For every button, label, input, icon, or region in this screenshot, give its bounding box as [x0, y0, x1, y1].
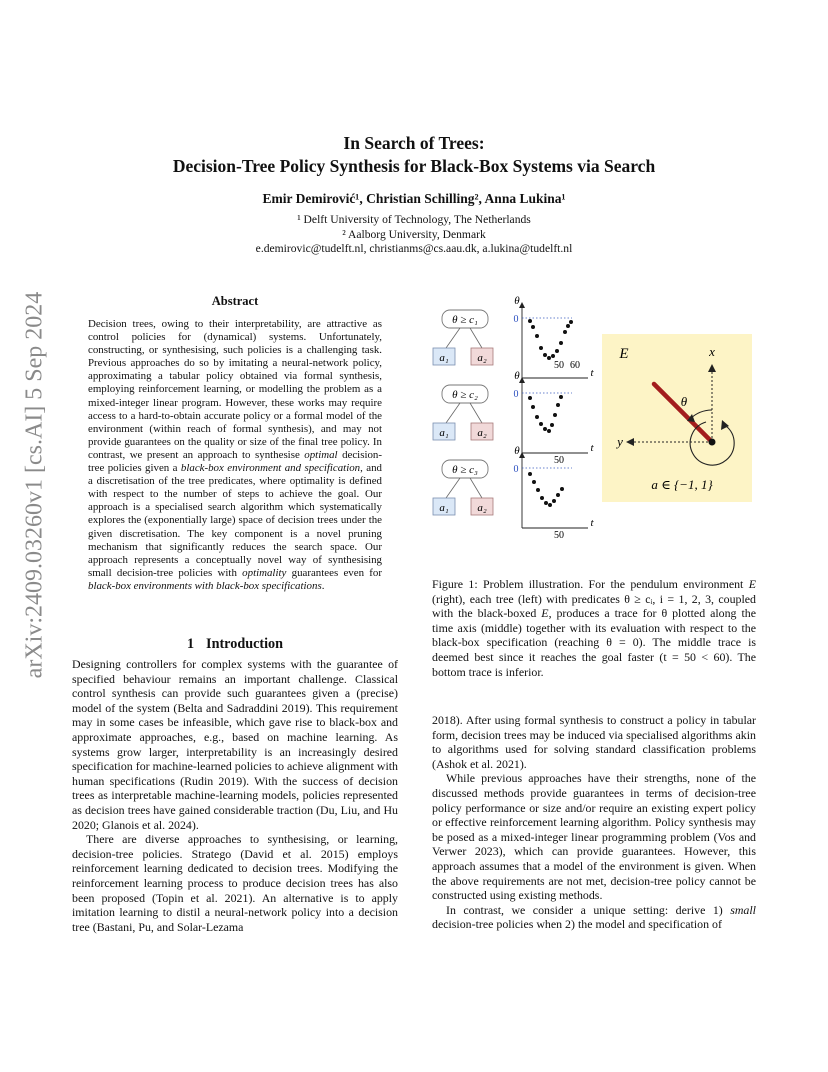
trace-point	[551, 354, 555, 358]
trace-point	[532, 480, 536, 484]
trace-point	[528, 319, 532, 323]
trace-y-label: θ	[514, 370, 520, 382]
decision-tree-2	[433, 385, 493, 440]
decision-tree-1	[433, 310, 493, 365]
intro-paragraph-3: 2018). After using formal synthesis to construct a policy in tabular form, decision trees may be induced via specialised algorithms akin to algorithms used for solving standard classification problems (Ashok et al. 2021).	[432, 713, 756, 771]
tree-predicate: θ ≥ c₃	[452, 464, 478, 476]
tree-leaf-right-label: a₂	[477, 352, 487, 364]
trace-zero-label: 0	[513, 314, 519, 325]
trace-x-label: t	[590, 442, 594, 454]
pendulum-pivot	[709, 439, 716, 446]
affiliation-1: ¹ Delft University of Technology, The Netherlands	[297, 213, 531, 226]
trace-point	[535, 415, 539, 419]
trace-y-arrow	[519, 302, 525, 308]
action-label: a ∈ {−1, 1}	[651, 477, 713, 492]
trace-point	[559, 395, 563, 399]
tree-leaf-right-label: a₂	[477, 427, 487, 439]
tree-edge-right	[470, 403, 482, 423]
trace-point	[531, 405, 535, 409]
paper-title	[0, 132, 828, 178]
trace-point	[536, 488, 540, 492]
trace-y-label: θ	[514, 295, 520, 307]
env-y-label: y	[617, 434, 623, 449]
intro-paragraph-5: In contrast, we consider a unique setting: derive 1) small decision-tree policies when 2) the model and specification of	[432, 902, 756, 932]
trace-point	[540, 496, 544, 500]
author-list: Emir Demirović¹, Christian Schilling², Anna Lukina¹	[262, 191, 566, 206]
trace-zero-label: 0	[513, 464, 519, 475]
intro-paragraph-1: Designing controllers for complex systems with the guarantee of specified behaviour remains an important challenge. Classical control synthesis can provide such guarantees given a (precise) model of the system (Belta and Sadraddini 2019). This requirement may in some cases be infeasible, which gave rise to black-box and approximate approaches, e.g., based on machine learning. As systems grow larger, interpretability is an increasingly desired specification for machine-learned policies to achieve alignment with human specifications (Rudin 2019). With the success of decision trees as interpretable machine-learning models, policies represented as decision trees have gained considerable traction (Du, Liu, and Hu 2020; Glanois et al. 2024).	[72, 657, 398, 832]
trace-point	[556, 403, 560, 407]
trace-point	[552, 499, 556, 503]
trace-point	[528, 396, 532, 400]
trace-zero-label: 0	[513, 389, 519, 400]
title-line-1: In Search of Trees:	[343, 133, 485, 153]
decision-tree-3	[433, 460, 493, 515]
arxiv-stamp	[21, 291, 48, 679]
trace-point	[563, 330, 567, 334]
tree-edge-left	[446, 403, 460, 423]
figure-1-graphic	[430, 292, 760, 562]
tree-edge-left	[446, 478, 460, 498]
trace-point	[539, 346, 543, 350]
intro-paragraph-4: While previous approaches have their strengths, none of the discussed methods provide guarantees in terms of decision-tree policy performance or size and/or require an existing expert policy or effective reinforcement learning algorithm. Policy synthesis may be posed as a mixed-integer linear programming problem (Vos and Verwer 2023), which can provide guarantees. However, this approach assumes that a model of the environment is given. When the above requirements are not met, decision-tree policy cannot be constructed using existing methods.	[432, 771, 756, 903]
tree-leaf-right-label: a₂	[477, 502, 487, 514]
affiliations	[0, 213, 828, 257]
trace-tick-label: 50	[554, 360, 564, 371]
intro-right-column	[432, 713, 756, 932]
trace-y-label: θ	[514, 445, 520, 457]
section-heading-introduction	[72, 636, 398, 653]
figure-1-caption: Figure 1: Problem illustration. For the pendulum environment E (right), each tree (left) with predicates θ ≥ cᵢ, i = 1, 2, 3, coupled with the black-boxed E, produces a trace for θ plotted along the time axis (middle) together with its evaluation with respect to the black-box specification (reaching θ = 0). The middle trace is deemed best since it reaches the goal faster (t = 50 < 60). The bottom trace is inferior.	[432, 577, 756, 679]
abstract-heading: Abstract	[211, 294, 259, 308]
trace-point	[544, 501, 548, 505]
trace-point	[566, 324, 570, 328]
trace-point	[569, 320, 573, 324]
trace-point	[547, 356, 551, 360]
trace-tick-label: 60	[570, 360, 580, 371]
tree-leaf-left-label: a₁	[439, 352, 449, 364]
trace-tick-label: 50	[554, 530, 564, 541]
affiliation-2: ² Aalborg University, Denmark	[342, 227, 486, 241]
trace-point	[559, 341, 563, 345]
pendulum-environment	[602, 334, 752, 502]
trace-x-label: t	[590, 517, 594, 529]
abstract-body: Decision trees, owing to their interpretability, are attractive as control policies for (dynamical) systems. Unfortunately, constructing, or synthesising, such policies is a challenging task. Previous approaches do so by imitating a neural-network policy, approximating a tabular policy obtained via formal synthesis, employing reinforcement learning, or modelling the problem as a mixed-integer linear program. However, these works may require access to a hard-to-obtain accurate policy or a formal model of the environment (within reach of formal synthesis), and may not provide guarantees on the quality or size of the final tree policy. In contrast, we present an approach to synthesise optimal decision-tree policies given a black-box environment and specification, and a discretisation of the tree predicates, where optimality is defined with respect to the number of steps to achieve the goal. Our approach is a specialised search algorithm which systematically explores the (exponentially large) space of decision trees under the given discretisation. The key component is a novel pruning mechanism that significantly reduces the search space. Our approach represents a conceptually novel way of synthesising small decision-tree policies with optimality guarantees even for black-box environments with black-box specifications.	[88, 318, 382, 592]
environment-label: E	[619, 346, 629, 362]
trace-point	[548, 503, 552, 507]
author-emails: e.demirovic@tudelft.nl, christianms@cs.aau.dk, a.lukina@tudelft.nl	[255, 242, 573, 255]
trace-point	[528, 472, 532, 476]
section-title: Introduction	[206, 636, 284, 652]
tree-leaf-left-label: a₁	[439, 427, 449, 439]
trace-point	[543, 353, 547, 357]
angle-label: θ	[680, 394, 688, 409]
tree-edge-right	[470, 478, 482, 498]
figure-1	[430, 292, 760, 562]
env-x-label: x	[709, 344, 715, 359]
trace-point	[553, 413, 557, 417]
trace-point	[539, 422, 543, 426]
trace-point	[560, 487, 564, 491]
tree-leaf-left-label: a₁	[439, 502, 449, 514]
tree-edge-right	[470, 328, 482, 348]
trace-point	[550, 423, 554, 427]
trace-plot-1	[514, 295, 595, 379]
trace-point	[535, 334, 539, 338]
trace-point	[556, 493, 560, 497]
tree-predicate: θ ≥ c₁	[452, 314, 478, 326]
trace-plot-2	[514, 370, 595, 466]
tree-predicate: θ ≥ c₂	[452, 389, 478, 401]
trace-point	[555, 349, 559, 353]
arxiv-stamp-text: arXiv:2409.03260v1 [cs.AI] 5 Sep 2024	[21, 291, 48, 679]
trace-point	[547, 429, 551, 433]
trace-point	[543, 427, 547, 431]
intro-paragraph-2: There are diverse approaches to synthesising, or learning, decision-tree policies. Stratego (David et al. 2015) employs reinforcement learning dedicated to decision trees. Modifying the reinforcement learning process to produce decision trees has also been proposed (Topin et al. 2021). An alternative is to apply imitation learning to distil a neural-network policy into a decision tree (Bastani, Pu, and Solar-Lezama	[72, 832, 398, 934]
trace-tick-label: 50	[554, 455, 564, 466]
trace-x-label: t	[590, 367, 594, 379]
tree-edge-left	[446, 328, 460, 348]
trace-point	[531, 325, 535, 329]
title-line-2: Decision-Tree Policy Synthesis for Black-Box Systems via Search	[172, 156, 656, 176]
section-number: 1	[186, 636, 195, 652]
intro-left-column	[72, 657, 398, 934]
